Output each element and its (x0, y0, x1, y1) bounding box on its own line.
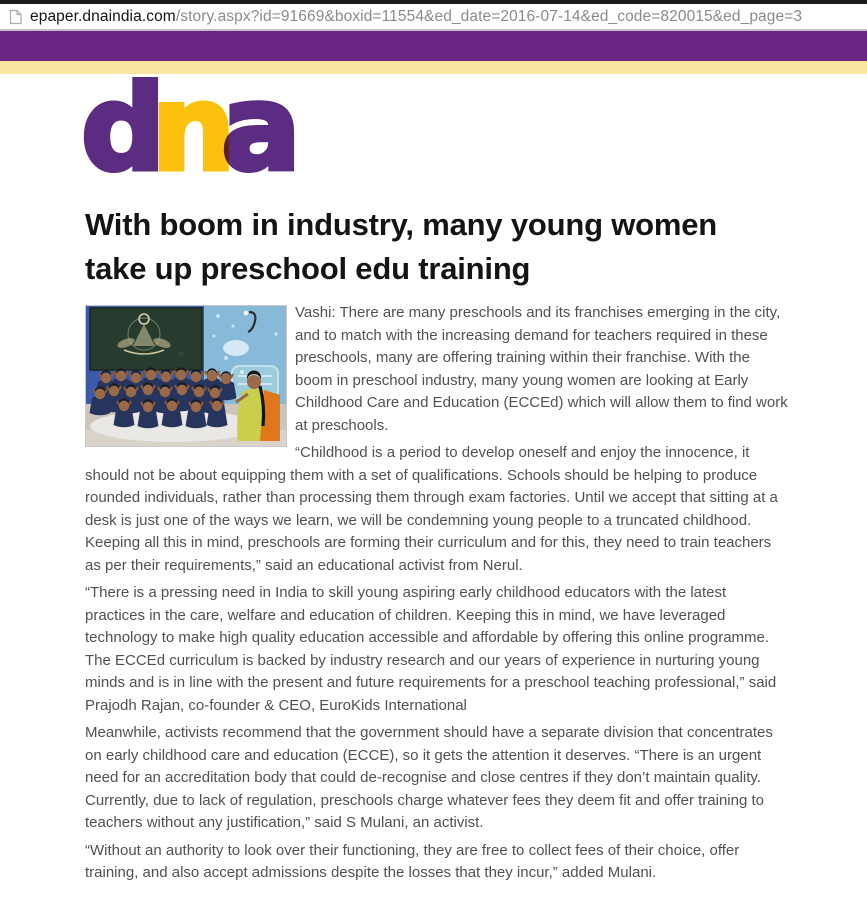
address-bar[interactable] (0, 4, 867, 31)
page-document-icon[interactable] (9, 9, 22, 25)
logo-letter-d: d (81, 59, 158, 197)
article-paragraph: “Without an authority to look over their functioning, they are free to collect fees of their choice, offer training, and also accept admissions despite the losses that they incur,” added Mulani. (85, 841, 740, 881)
article-photo (85, 305, 287, 447)
article-page (0, 59, 867, 885)
article-body (85, 302, 790, 885)
article-paragraph: Meanwhile, activists recommend that the government should have a separate division that concentrates on early childhood care and education (ECCE), so it gets the attention it deserves. “There is an urgent need for an accreditation body that could de-recognise and close centres if they don’t maintain quality. Currently, due to lack of regulation, preschools charge whatever fees they deem fit and offer training to teachers without any justification,” said S Mulani, an activist. (85, 724, 773, 831)
url-domain: epaper.dnaindia.com (30, 8, 176, 25)
url-text (30, 8, 802, 25)
dna-logo[interactable] (81, 59, 790, 197)
article-paragraph: Vashi: There are many preschools and its franchises emerging in the city, and to match with the increasing demand for teachers required in these preschools, many are offering training within their franchise. With the boom in preschool industry, many young women are looking at Early Childhood Care and Education (ECCEd) which will allow them to find work at preschools. (295, 304, 788, 434)
logo-letter-a: a (221, 59, 293, 197)
article-paragraph: “There is a pressing need in India to skill young aspiring early childhood educators with the latest practices in the care, welfare and education of children. Keeping this in mind, we have leveraged technology to make high quality education accessible and affordable by offering this online programme. The ECCEd curriculum is backed by industry research and our years of experience in nurturing young minds and is in line with the present and future requirements for a preschool teaching professional,” said Prajodh Rajan, co-founder & CEO, EuroKids International (85, 584, 777, 714)
url-path: /story.aspx?id=91669&boxid=11554&ed_date=2016-07-14&ed_code=820015&ed_page=3 (175, 8, 803, 25)
article-headline: With boom in industry, many young women take up preschool edu training (85, 207, 718, 286)
brand-purple-bar (0, 31, 867, 61)
classroom-photo-illustration (86, 306, 286, 446)
article-paragraph: “Childhood is a period to develop oneself and enjoy the innocence, it should not be about equipping them with a set of qualifications. Schools should be helping to produce rounded individuals, rather than processing them through exam factories. Until we accept that sitting at a desk is just one of the ways we learn, we will be condemning young people to a truncated childhood. Keeping all this in mind, preschools are forming their curriculum and for this, they need to train teachers as per their requirements,” said an educational activist from Nerul. (85, 444, 778, 574)
logo-letter-n: n (151, 59, 228, 197)
